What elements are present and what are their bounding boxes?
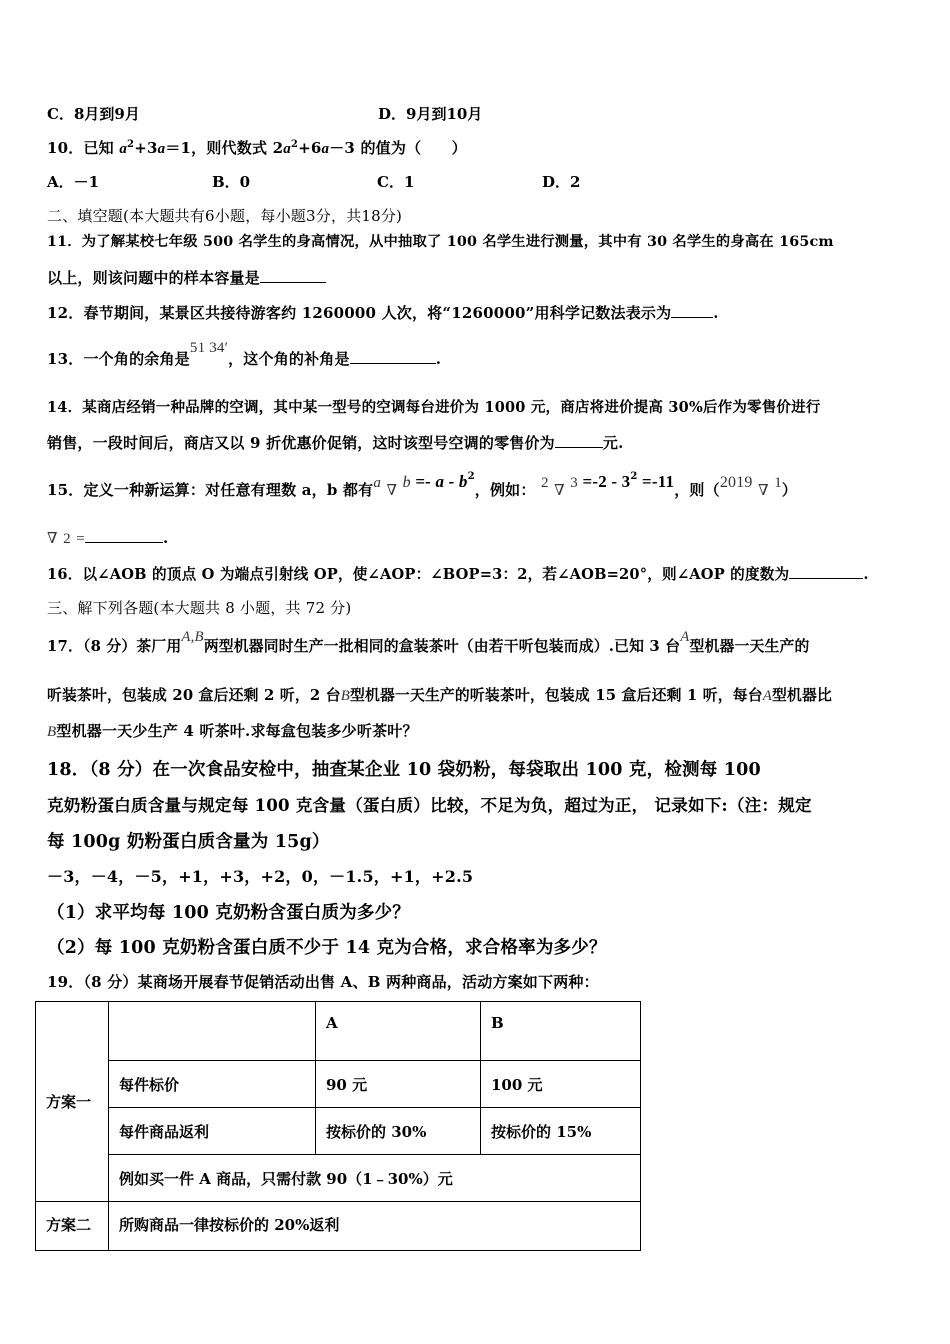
question-15-line2: ∇ 2 = . [47,529,169,547]
question-11-line1: 11．为了解某校七年级 500 名学生的身高情况，从中抽取了 100 名学生进行测量，其中有 30 名学生的身高在 165cm [47,234,834,250]
answer-blank [260,268,326,283]
q9-option-d: D．9月到10月 [378,105,483,123]
rebate-a: 按标价的 30% [316,1108,481,1155]
question-18-line3: 每 100g 奶粉蛋白质含量为 15g） [47,832,330,852]
row-label-price: 每件标价 [109,1061,316,1108]
promotion-table [35,1001,641,1251]
question-19: 19．（8 分）某商场开展春节促销活动出售 A、B 两种商品，活动方案如下两种： [47,973,599,991]
question-17-line1: 17．（8 分）茶厂用A,B两型机器同时生产一批相同的盒装茶叶（由若干听包装而成）.已知 3 台A型机器一天生产的 [47,629,810,655]
plan-2-description: 所购商品一律按标价的 20%返利 [109,1202,641,1251]
section-3-title: 三、解下列各题(本大题共 8 小题，共 72 分) [47,599,352,617]
question-18-sub1: （1）求平均每 100 克奶粉含蛋白质为多少？ [47,903,410,923]
question-18-line2: 克奶粉蛋白质含量与规定每 100 克含量（蛋白质）比较，不足为负，超过为正， 记录如下:（注：规定 [47,795,812,815]
question-14-line2: 销售，一段时间后，商店又以 9 折优惠价促销，这时该型号空调的零售价为 元. [47,434,624,452]
question-17-line2: 听装茶叶，包装成 20 盒后还剩 2 听，2 台B型机器一天生产的听装茶叶，包装成 15 盒后还剩 1 听，每台A型机器比 [47,687,833,704]
question-17-line3: B型机器一天少生产 4 听茶叶.求每盒包装多少听茶叶？ [47,722,418,740]
q9-option-c: C．8月到9月 [47,105,140,123]
table-row-rebate [36,1108,641,1155]
answer-blank [85,528,163,543]
rebate-b: 按标价的 15% [481,1108,641,1155]
table-row-example [36,1155,641,1202]
q10-option-a: A．－1 [47,173,100,191]
question-15-line1: 15．定义一种新运算：对任意有理数 a，b 都有a ∇ $b =- a - b^2$，例如： 2 ∇ $3 =-2 - 3^2 =-11$，则（2019 ∇ 1） [47,471,798,499]
plan-2-label: 方案二 [36,1202,109,1251]
question-10: 10．已知 $a^2+3a=1$，则代数式 $2a^2+6a-3$ 的值为（ ） [47,139,467,157]
question-18-values: －3，－4，－5，+1，+3，+2，0，－1.5，+1，+2.5 [47,867,474,886]
example-note: 例如买一件 A 商品，只需付款 90（1﹣30%）元 [109,1155,641,1202]
question-12: 12．春节期间，某景区共接待游客约 1260000 人次，将“1260000”用科学记数法表示为 . [47,304,719,322]
answer-blank [555,433,603,448]
q10-option-c: C．1 [377,173,415,191]
answer-blank [350,349,436,364]
answer-blank [671,303,713,318]
price-b: 100 元 [481,1061,641,1108]
question-11-line2: 以上，则该问题中的样本容量是 [47,267,326,288]
column-header-b: B [481,1002,641,1061]
table-corner-cell [109,1002,316,1061]
price-a: 90 元 [316,1061,481,1108]
column-header-a: A [316,1002,481,1061]
table-row-plan-2 [36,1202,641,1251]
question-16: 16．以∠AOB 的顶点 O 为端点引射线 OP，使∠AOP：∠BOP=3：2，若∠AOB=20°，则∠AOP 的度数为 . [47,566,869,583]
section-2-title: 二、填空题(本大题共有6小题，每小题3分，共18分) [47,207,403,225]
question-13: 13．一个角的余角是51 34′，这个角的补角是 . [47,340,442,368]
plan-1-label: 方案一 [36,1002,109,1202]
table-row-price [36,1061,641,1108]
question-18-sub2: （2）每 100 克奶粉含蛋白质不少于 14 克为合格，求合格率为多少？ [47,938,607,958]
row-label-rebate: 每件商品返利 [109,1108,316,1155]
q10-option-b: B．0 [212,173,251,191]
q10-option-d: D．2 [542,173,581,191]
question-14-line1: 14．某商店经销一种品牌的空调，其中某一型号的空调每台进价为 1000 元，商店将进价提高 30%后作为零售价进行 [47,399,821,416]
question-18-line1: 18．（8 分）在一次食品安检中，抽查某企业 10 袋奶粉，每袋取出 100 克，检测每 100 [47,760,761,780]
answer-blank [789,564,863,579]
table-header-row [36,1002,641,1061]
